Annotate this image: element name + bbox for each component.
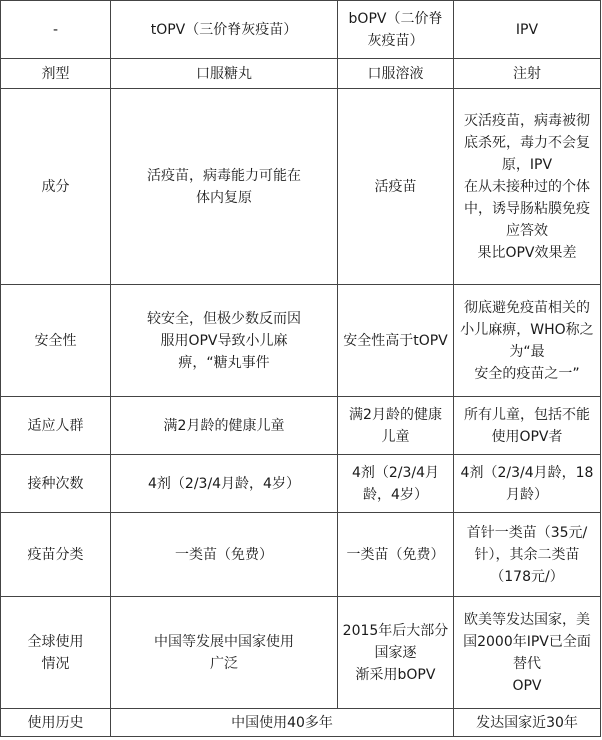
ipv-cell — [454, 513, 601, 597]
row-label — [1, 513, 111, 597]
row-label — [1, 285, 111, 397]
row-label — [1, 59, 111, 89]
bopv-cell — [338, 285, 454, 397]
cell-line: 针），其余二类苗 — [474, 546, 580, 563]
ipv-cell — [454, 285, 601, 397]
cell-line: 所有儿童，包括不能 — [464, 406, 590, 423]
cell-line: 中国等发展中国家使用 — [154, 633, 294, 650]
cell-line: 痹，“糖丸事件 — [178, 354, 270, 371]
cell-line: 服用OPV导致小儿麻 — [160, 332, 288, 349]
cell-line: 较安全，但极少数反而因 — [147, 310, 301, 327]
table-row — [1, 455, 601, 513]
cell-line: 首针一类苗（35元/ — [466, 524, 588, 541]
row-label — [1, 455, 111, 513]
row-label-history: 使用历史 — [1, 709, 111, 737]
bopv-cell — [338, 59, 454, 89]
table-row — [1, 513, 601, 597]
cell-line: 活疫苗 — [374, 178, 417, 195]
cell-line: 果比OPV效果差 — [477, 244, 577, 261]
cell-line: （178元/） — [490, 568, 564, 585]
cell-line: 2015年后大部分 — [342, 622, 449, 639]
row-label — [1, 89, 111, 285]
ipv-cell — [454, 455, 601, 513]
cell-line: OPV — [512, 677, 542, 694]
topv-cell — [111, 285, 338, 397]
bopv-cell — [338, 89, 454, 285]
cell-line: 国家逐 — [374, 644, 417, 661]
cell-line: 灭活疫苗，病毒被彻 — [464, 112, 590, 129]
cell-line: 渐采用bOPV — [355, 666, 436, 683]
cell-line: 体内复原 — [196, 189, 252, 206]
cell-line: 一类苗（免费） — [346, 546, 445, 563]
cell-line: 广泛 — [210, 655, 238, 672]
cell-line: 满2月龄的健康 — [349, 406, 442, 423]
cell-line: 为“最 — [509, 343, 545, 360]
ipv-cell — [454, 89, 601, 285]
cell-line: 国2000年IPV已全面 — [463, 633, 591, 650]
bopv-cell — [338, 397, 454, 455]
cell-line: 龄，4岁） — [363, 486, 428, 503]
cell-line: 全球使用 — [27, 633, 84, 650]
cell-line: 注射 — [513, 65, 541, 82]
table-row — [1, 89, 601, 285]
cell-line: 4剂（2/3/4月龄，4岁） — [148, 475, 300, 492]
header-cell-topv: tOPV（三价脊灰疫苗） — [111, 1, 338, 59]
header-cell-bopv: bOPV（二价脊灰疫苗） — [338, 1, 454, 59]
ipv-cell — [454, 59, 601, 89]
cell-line: 原，IPV — [501, 156, 553, 173]
cell-line: 适应人群 — [27, 417, 84, 434]
row-label — [1, 597, 111, 709]
table-body — [1, 59, 601, 737]
cell-line: 一类苗（免费） — [175, 546, 273, 563]
table-row — [1, 59, 601, 89]
bopv-cell — [338, 513, 454, 597]
cell-line: 安全性 — [34, 332, 77, 349]
cell-line: 接种次数 — [27, 475, 84, 492]
table-row — [1, 397, 601, 455]
topv-cell — [111, 597, 338, 709]
cell-line: 成分 — [41, 178, 70, 195]
cell-line: 小儿麻痹，WHO称之 — [460, 321, 594, 338]
cell-line: 彻底避免疫苗相关的 — [464, 299, 590, 316]
header-cell-blank: - — [1, 1, 111, 59]
opv-history-cell: 中国使用40多年 — [111, 709, 454, 737]
ipv-cell — [454, 397, 601, 455]
cell-line: 中，诱导肠粘膜免疫 — [464, 200, 590, 217]
cell-line: 替代 — [513, 655, 541, 672]
bopv-cell — [338, 597, 454, 709]
row-label — [1, 397, 111, 455]
cell-line: 情况 — [41, 655, 70, 672]
cell-line: 在从未接种过的个体 — [464, 178, 590, 195]
cell-line: 使用OPV者 — [491, 428, 563, 445]
cell-line: 安全性高于tOPV — [343, 332, 448, 349]
cell-line: 疫苗分类 — [27, 546, 84, 563]
ipv-history-cell: 发达国家近30年 — [454, 709, 601, 737]
topv-cell — [111, 59, 338, 89]
cell-line: 口服溶液 — [367, 65, 424, 82]
table-row — [1, 597, 601, 709]
cell-line: 月龄） — [506, 486, 548, 503]
bopv-cell — [338, 455, 454, 513]
header-cell-ipv: IPV — [454, 1, 601, 59]
header-row — [1, 1, 601, 59]
cell-line: 儿童 — [381, 428, 410, 445]
cell-line: 4剂（2/3/4月 — [351, 464, 440, 481]
topv-cell — [111, 89, 338, 285]
table-row — [1, 285, 601, 397]
cell-line: 口服糖丸 — [196, 65, 252, 82]
cell-line: 欧美等发达国家，美 — [464, 611, 590, 628]
cell-line: 满2月龄的健康儿童 — [163, 417, 285, 434]
ipv-cell — [454, 597, 601, 709]
cell-line: 底杀死，毒力不会复 — [464, 134, 590, 151]
cell-line: 应答效 — [506, 222, 548, 239]
topv-cell — [111, 397, 338, 455]
table-row-history — [1, 709, 601, 737]
cell-line: 剂型 — [41, 65, 70, 82]
topv-cell — [111, 455, 338, 513]
cell-line: 安全的疫苗之一” — [474, 365, 580, 382]
topv-cell — [111, 513, 338, 597]
cell-line: 4剂（2/3/4月龄，18 — [460, 464, 594, 481]
cell-line: 活疫苗，病毒能力可能在 — [147, 167, 301, 184]
